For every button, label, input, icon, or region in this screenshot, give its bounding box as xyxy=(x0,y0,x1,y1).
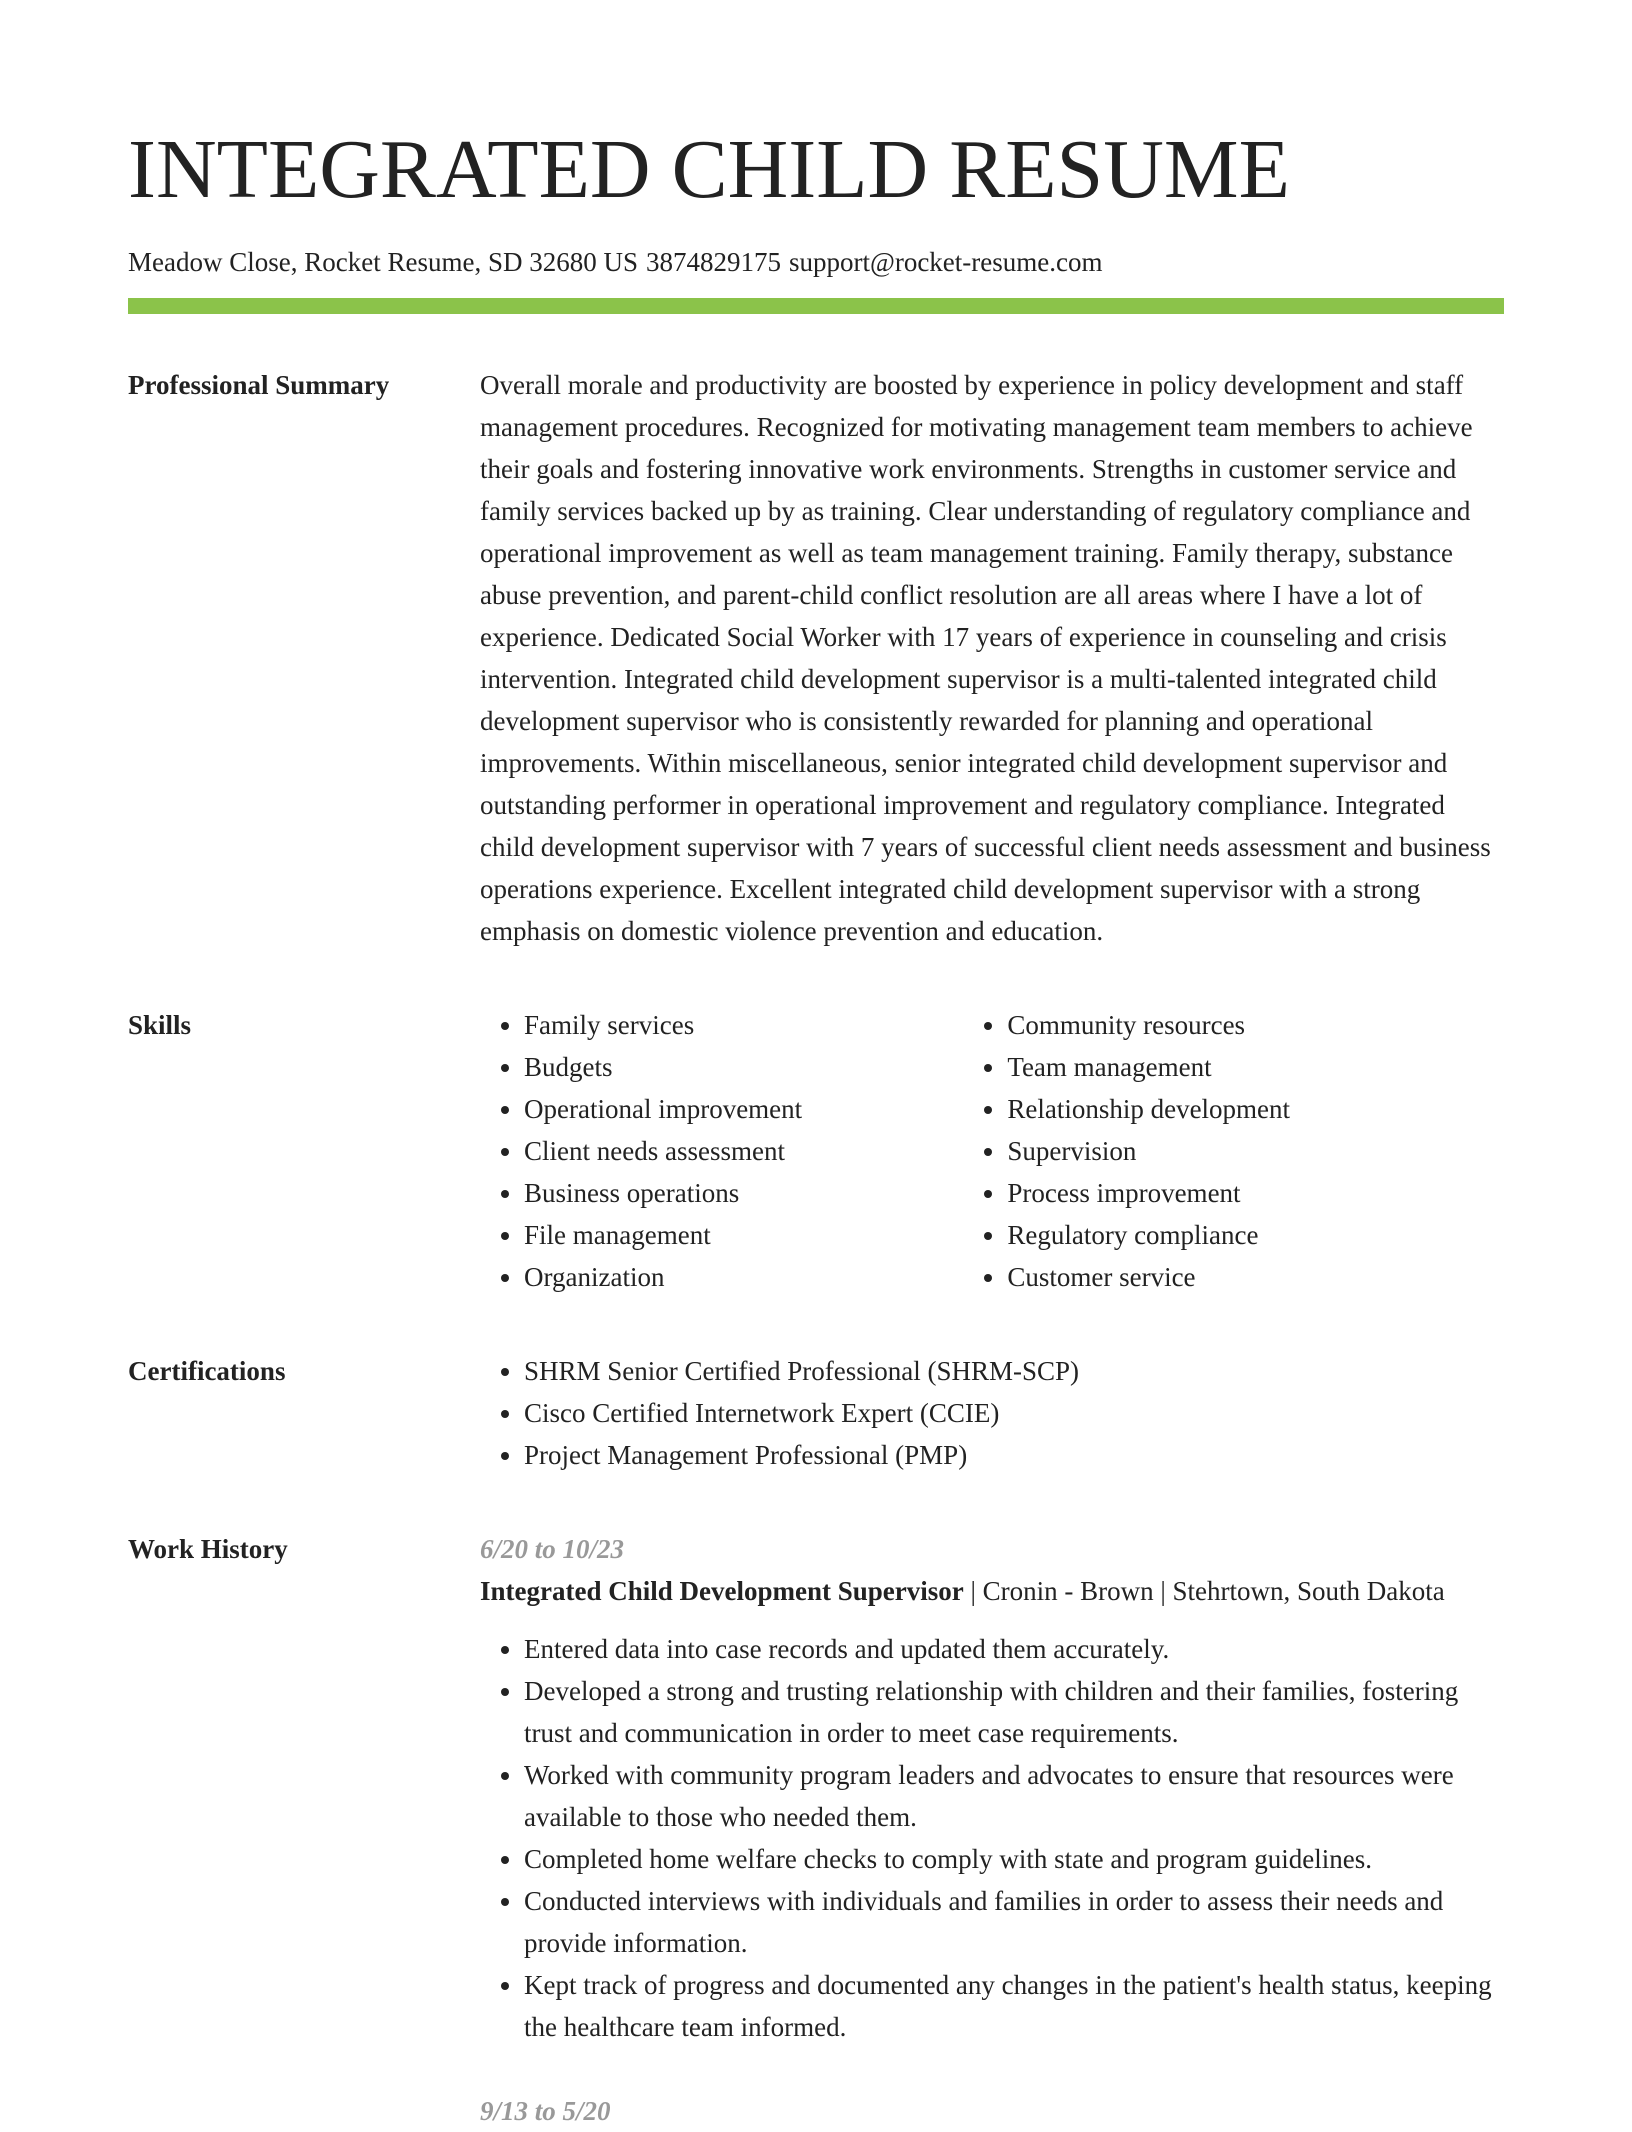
job-bullet: • Worked with community program leaders and advocates to ensure that resources were available to those who needed them. xyxy=(524,1754,1504,1838)
contact-address: Meadow Close, Rocket Resume, SD 32680 US xyxy=(128,247,638,277)
job-bullet: • Entered data into case records and updated them accurately. xyxy=(524,1628,1504,1670)
job-heading xyxy=(480,1570,1504,1612)
job-dates: 9/13 to 5/20 xyxy=(480,2096,611,2126)
job-bullet: • Developed a strong and trusting relationship with children and their families, fostering trust and communication in order to meet case requirements. xyxy=(524,1670,1504,1754)
job-company: | Cronin - Brown | Stehrtown, South Dakota xyxy=(963,1576,1445,1606)
job-bullet: • Conducted interviews with individuals and families in order to assess their needs and provide information. xyxy=(524,1880,1504,1964)
certification-item: • SHRM Senior Certified Professional (SHRM-SCP) xyxy=(524,1350,1504,1392)
skill-item: • Team management xyxy=(1007,1046,1504,1088)
job-bullets xyxy=(480,1628,1504,2048)
resume-name: INTEGRATED CHILD RESUME xyxy=(128,123,1290,216)
certifications-label: Certifications xyxy=(128,1356,286,1386)
skill-item: • Process improvement xyxy=(1007,1172,1504,1214)
job-title: Integrated Child Development Supervisor xyxy=(480,1576,964,1606)
header-divider xyxy=(128,298,1504,314)
skill-item: • Budgets xyxy=(524,1046,963,1088)
skill-item: • Community resources xyxy=(1007,1004,1504,1046)
skill-item: • Operational improvement xyxy=(524,1088,963,1130)
work-history-label: Work History xyxy=(128,1534,288,1564)
skills-label: Skills xyxy=(128,1010,192,1040)
skills-list-right xyxy=(963,1004,1504,1298)
contact-email: support@rocket-resume.com xyxy=(788,247,1103,277)
certifications-list xyxy=(480,1350,1504,1476)
skills-list-left xyxy=(480,1004,963,1298)
skill-item: • Relationship development xyxy=(1007,1088,1504,1130)
job-bullet: • Completed home welfare checks to comply with state and program guidelines. xyxy=(524,1838,1504,1880)
skill-item: • Family services xyxy=(524,1004,963,1046)
certification-item: • Cisco Certified Internetwork Expert (CCIE) xyxy=(524,1392,1504,1434)
skill-item: • Regulatory compliance xyxy=(1007,1214,1504,1256)
certifications-section xyxy=(128,1350,1504,1476)
skill-item: • Customer service xyxy=(1007,1256,1504,1298)
skill-item: • Client needs assessment xyxy=(524,1130,963,1172)
summary-section xyxy=(128,364,1504,952)
certification-item: • Project Management Professional (PMP) xyxy=(524,1434,1504,1476)
summary-label: Professional Summary xyxy=(128,370,390,400)
job-dates: 6/20 to 10/23 xyxy=(480,1534,625,1564)
skill-item: • File management xyxy=(524,1214,963,1256)
job-entry xyxy=(480,1528,1504,2048)
skills-section xyxy=(128,1004,1504,1298)
contact-phone: 3874829175 xyxy=(645,247,781,277)
resume-page xyxy=(128,120,1504,2132)
job-bullet: • Kept track of progress and documented any changes in the patient's health status, keeping the healthcare team informed. xyxy=(524,1964,1504,2048)
skill-item: • Supervision xyxy=(1007,1130,1504,1172)
skill-item: • Organization xyxy=(524,1256,963,1298)
job-entry xyxy=(480,2090,1504,2132)
summary-text: Overall morale and productivity are boosted by experience in policy development and staff management procedures. Recognized for motivating management team members to achieve their goals and fostering innovative work environments. Strengths in customer service and family services backed up by as training. Clear understanding of regulatory compliance and operational improvement as well as team management training. Family therapy, substance abuse prevention, and parent-child conflict resolution are all areas where I have a lot of experience. Dedicated Social Worker with 17 years of experience in counseling and crisis intervention. Integrated child development supervisor is a multi-talented integrated child development supervisor who is consistently rewarded for planning and operational improvements. Within miscellaneous, senior integrated child development supervisor and outstanding performer in operational improvement and regulatory compliance. Integrated child development supervisor with 7 years of successful client needs assessment and business operations experience. Excellent integrated child development supervisor with a strong emphasis on domestic violence prevention and education. xyxy=(480,370,1491,946)
work-history-section xyxy=(128,1528,1504,2132)
skill-item: • Business operations xyxy=(524,1172,963,1214)
contact-line xyxy=(128,244,1504,280)
